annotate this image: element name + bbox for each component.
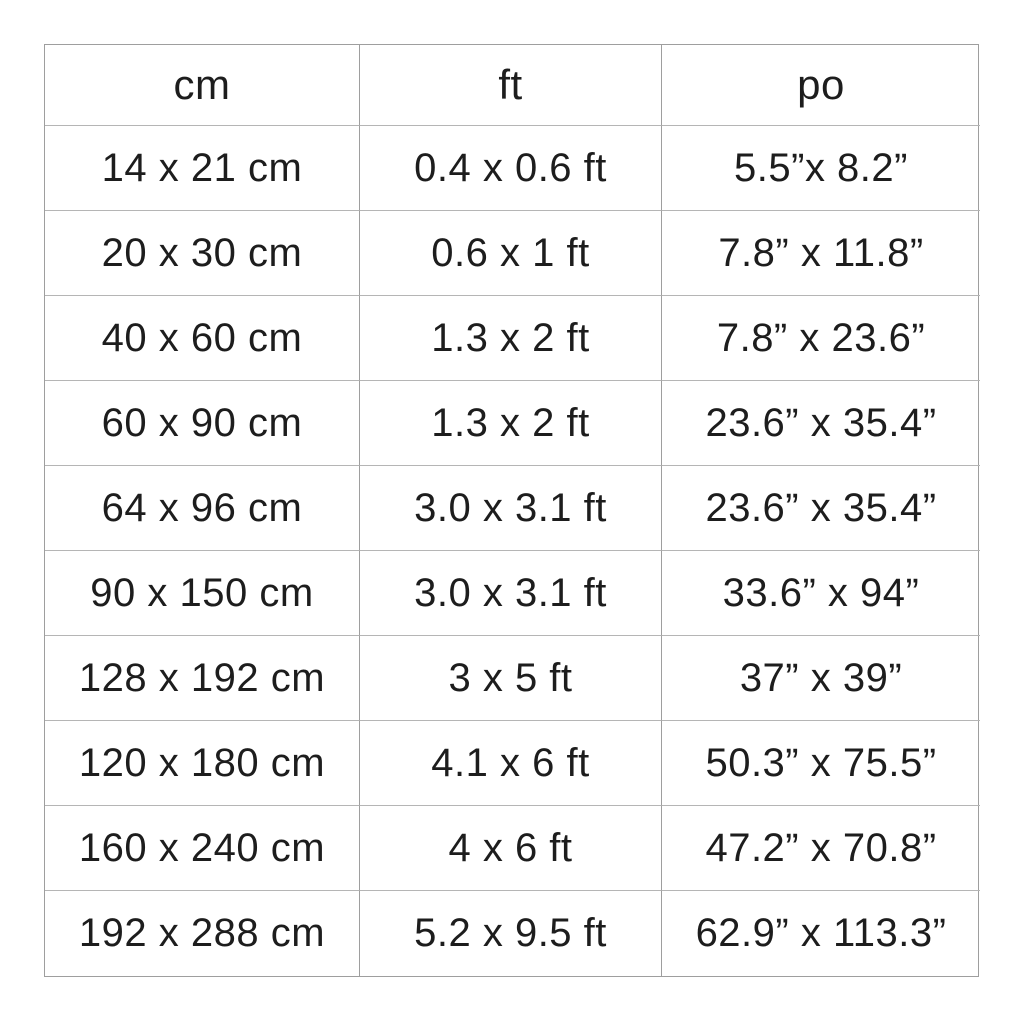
column-header-cm: cm (45, 45, 360, 126)
cell-cm: 160 x 240 cm (45, 806, 360, 891)
column-header-ft: ft (360, 45, 662, 126)
cell-po: 37” x 39” (662, 636, 980, 721)
cell-po: 50.3” x 75.5” (662, 721, 980, 806)
column-header-po: po (662, 45, 980, 126)
cell-ft: 1.3 x 2 ft (360, 381, 662, 466)
cell-ft: 3 x 5 ft (360, 636, 662, 721)
cell-cm: 20 x 30 cm (45, 211, 360, 296)
cell-cm: 64 x 96 cm (45, 466, 360, 551)
cell-ft: 4.1 x 6 ft (360, 721, 662, 806)
cell-ft: 5.2 x 9.5 ft (360, 891, 662, 976)
cell-ft: 0.6 x 1 ft (360, 211, 662, 296)
cell-ft: 3.0 x 3.1 ft (360, 551, 662, 636)
cell-ft: 1.3 x 2 ft (360, 296, 662, 381)
cell-cm: 60 x 90 cm (45, 381, 360, 466)
cell-cm: 120 x 180 cm (45, 721, 360, 806)
cell-po: 5.5”x 8.2” (662, 126, 980, 211)
size-conversion-table (44, 44, 979, 977)
cell-po: 7.8” x 23.6” (662, 296, 980, 381)
cell-cm: 192 x 288 cm (45, 891, 360, 976)
cell-cm: 14 x 21 cm (45, 126, 360, 211)
cell-po: 62.9” x 113.3” (695, 911, 947, 955)
cell-po: 7.8” x 11.8” (662, 211, 980, 296)
cell-po: 47.2” x 70.8” (662, 806, 980, 891)
cell-ft: 0.4 x 0.6 ft (360, 126, 662, 211)
cell-ft: 3.0 x 3.1 ft (360, 466, 662, 551)
cell-po: 23.6” x 35.4” (662, 466, 980, 551)
cell-cm: 40 x 60 cm (45, 296, 360, 381)
cell-po: 23.6” x 35.4” (662, 381, 980, 466)
cell-ft: 4 x 6 ft (360, 806, 662, 891)
cell-cm: 128 x 192 cm (45, 636, 360, 721)
cell-po: 33.6” x 94” (662, 551, 980, 636)
cell-cm: 90 x 150 cm (45, 551, 360, 636)
